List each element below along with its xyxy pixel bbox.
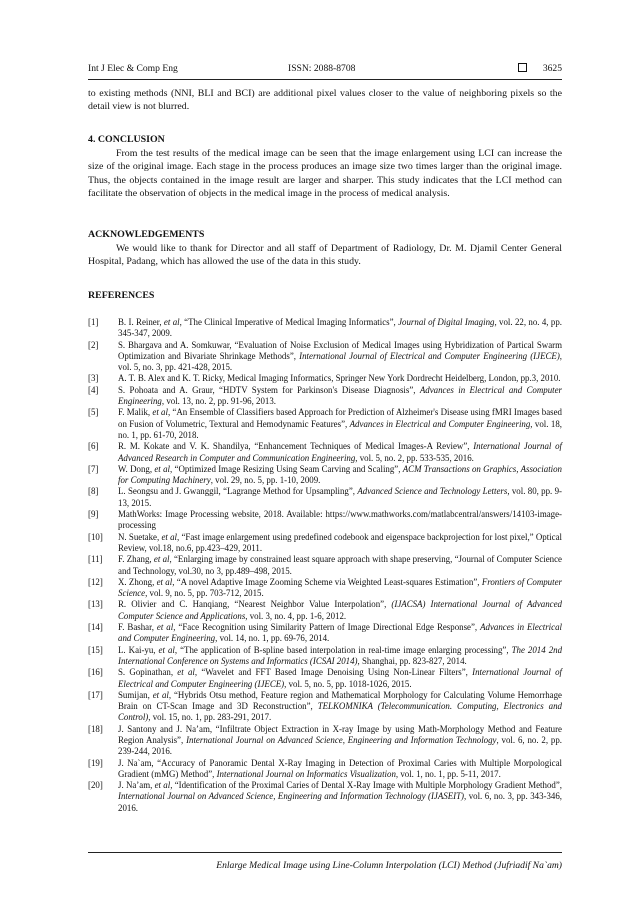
reference-text xyxy=(118,645,562,668)
reference-item xyxy=(88,441,562,464)
reference-item xyxy=(88,599,562,622)
reference-segment: , vol. 6, no. 3, pp. 343-346, 2016. xyxy=(118,791,562,813)
reference-number: [2] xyxy=(88,339,99,350)
reference-segment: , “Enlarging image by constrained least square approach with shape preserving, “Journal of Computer Science and Technology, vol.30, no 3, pp.489–498, 2015. xyxy=(118,554,562,576)
reference-number: [11] xyxy=(88,554,103,565)
reference-segment: , “Face Recognition using Similarity Pattern of Image Directional Edge Response”, xyxy=(173,622,481,633)
reference-number: [3] xyxy=(88,373,99,384)
intro-paragraph: to existing methods (NNI, BLI and BCI) are additional pixel values closer to the value of neighboring pixels so the detail view is not blurred. xyxy=(88,88,562,113)
reference-italic-segment: Advances in Electrical and Computer Engineering xyxy=(118,384,563,407)
reference-segment: , vol. 29, no. 5, pp. 1-10, 2009. xyxy=(210,475,321,486)
reference-italic-segment: et al xyxy=(161,531,178,542)
reference-number: [9] xyxy=(88,509,99,520)
footer-rule xyxy=(88,852,562,853)
reference-segment: , “A novel Adaptive Image Zooming Scheme via Weighted Least-squares Estimation”, xyxy=(172,576,482,587)
reference-item xyxy=(88,758,562,781)
reference-text xyxy=(118,486,562,509)
reference-item xyxy=(88,373,562,384)
reference-italic-segment: International Journal on Advanced Science, Engineering and Information Technology (IJASEIT) xyxy=(118,791,464,802)
reference-italic-segment: et al xyxy=(154,463,170,474)
reference-text xyxy=(118,340,562,374)
reference-item xyxy=(88,509,562,532)
reference-number: [18] xyxy=(88,723,103,734)
reference-italic-segment: et al xyxy=(152,407,168,418)
references-heading: REFERENCES xyxy=(88,290,155,301)
reference-text xyxy=(118,758,562,781)
reference-segment: , “Optimized Image Resizing Using Seam Carving and Scaling”, xyxy=(169,463,403,474)
reference-italic-segment: International Journal of Electrical and Computer Engineering (IJECE) xyxy=(118,667,562,689)
square-icon xyxy=(518,63,527,72)
reference-italic-segment: Advanced Science and Technology Letters xyxy=(357,486,508,497)
reference-number: [4] xyxy=(88,384,99,395)
reference-italic-segment: International Journal of Electrical and Computer Engineering (IJECE) xyxy=(299,350,560,361)
reference-text xyxy=(118,441,562,464)
reference-segment: , Shanghai, pp. 823-827, 2014. xyxy=(357,655,467,666)
reference-italic-segment: et al xyxy=(156,576,173,587)
reference-text xyxy=(118,532,562,555)
reference-item xyxy=(88,645,562,668)
reference-item xyxy=(88,464,562,487)
issn: ISSN: 2088-8708 xyxy=(288,63,356,74)
reference-segment: , vol. 22, no. 4, pp. 345-347, 2009. xyxy=(118,317,562,339)
reference-segment: J. Na`am, “Accuracy of Panoramic Dental X-Ray Imaging in Detection of Proximal Caries with Multiple Morpological Gradient (mMG) Method”, xyxy=(118,757,562,779)
reference-italic-segment: International Journal on Informatics Visualization xyxy=(216,768,396,779)
reference-item xyxy=(88,554,562,577)
reference-item xyxy=(88,690,562,724)
reference-number: [10] xyxy=(88,531,103,542)
reference-segment: X. Zhong, xyxy=(118,576,157,587)
reference-number: [15] xyxy=(88,644,103,655)
reference-item xyxy=(88,340,562,374)
reference-item xyxy=(88,622,562,645)
reference-item xyxy=(88,486,562,509)
reference-segment: , “Hybrids Otsu method, Feature region and Mathematical Morphology for Calculating Volume Hemorrhage Brain on CT-Scan Image and 3D Reconstruction”, xyxy=(118,689,562,712)
reference-text xyxy=(118,385,562,408)
running-footer: Enlarge Medical Image using Line-Column Interpolation (LCI) Method (Jufriadif Na`am) xyxy=(216,860,562,871)
reference-text xyxy=(118,554,562,577)
reference-text xyxy=(118,464,562,487)
reference-segment: F. Bashar, xyxy=(118,622,157,633)
reference-segment: , “Fast image enlargement using predefined codebook and eigenspace backprojection for lost pixel,” Optical Review, vol.18, no.6, pp.423–429, 2011. xyxy=(118,531,562,553)
reference-segment: R. Olivier and C. Hanqiang, “Nearest Neighbor Value Interpolation”, xyxy=(118,599,392,610)
reference-segment: N. Suetake, xyxy=(118,531,162,542)
reference-italic-segment: The 2014 2nd International Conference on Systems and Informatics (ICSAI 2014) xyxy=(118,644,563,666)
reference-segment: , vol. 1, no. 1, pp. 5-11, 2017. xyxy=(395,768,501,779)
reference-italic-segment: Advances in Electrical and Computer Engineering xyxy=(118,622,562,644)
reference-segment: B. I. Reiner, xyxy=(118,317,164,327)
reference-italic-segment: Frontiers of Computer Science xyxy=(118,576,562,599)
reference-number: [1] xyxy=(88,317,99,327)
reference-item xyxy=(88,532,562,555)
reference-number: [6] xyxy=(88,441,99,452)
reference-item xyxy=(88,407,562,441)
reference-text xyxy=(118,780,562,814)
reference-number: [19] xyxy=(88,757,103,768)
acknowledgements-heading: ACKNOWLEDGEMENTS xyxy=(88,229,205,240)
reference-segment: , vol. 3, no. 4, pp. 1-6, 2012. xyxy=(245,610,347,621)
reference-italic-segment: et al xyxy=(152,689,169,700)
reference-number: [13] xyxy=(88,599,103,610)
reference-text xyxy=(118,724,562,758)
journal-name: Int J Elec & Comp Eng xyxy=(88,63,178,74)
reference-italic-segment: International Journal on Advanced Science, Engineering and Information Technology xyxy=(186,734,497,745)
reference-segment: , vol. 6, no. 2, pp. 239-244, 2016. xyxy=(118,734,562,757)
reference-segment: , vol. 5, no. 2, pp. 533-535, 2016. xyxy=(355,452,474,463)
reference-segment: , vol. 15, no. 1, pp. 283-291, 2017. xyxy=(148,712,272,723)
reference-segment: J. Santony and J. Na’am, “Infiltrate Object Extraction in X-ray Image by using Math-Morphology Method and Feature Region Analysis”, xyxy=(118,723,562,745)
conclusion-text: From the test results of the medical image can be seen that the image enlargement using LCI can increase the size of the original image. Each stage in the process produces an image size two times larger than the original image. Thus, the objects contained in the image result are larger and sharper. This study indicates that the LCI method can facilitate the observation of objects in the medical image in the process of medical analysis. xyxy=(88,148,562,199)
acknowledgements-text: We would like to thank for Director and all staff of Department of Radiology, Dr. M. Djamil Center General Hospital, Padang, which has allowed the use of the data in this study. xyxy=(88,243,562,268)
reference-italic-segment: et al xyxy=(163,317,180,327)
reference-text xyxy=(118,622,562,645)
reference-segment: F. Malik, xyxy=(118,407,153,418)
reference-item xyxy=(88,667,562,690)
reference-segment: , vol. 80, pp. 9-13, 2015. xyxy=(118,486,562,508)
reference-segment: , vol. 9, no. 5, pp. 703-712, 2015. xyxy=(145,588,264,599)
page-number: 3625 xyxy=(542,63,562,74)
reference-italic-segment: ACM Transactions on Graphics, Association for Computing Machinery xyxy=(118,463,562,486)
reference-text xyxy=(118,373,562,384)
reference-text xyxy=(118,509,562,532)
reference-item xyxy=(88,385,562,408)
reference-item xyxy=(88,780,562,814)
reference-italic-segment: International Journal of Advanced Research in Computer and Communication Engineering xyxy=(118,441,562,463)
reference-italic-segment: et al xyxy=(177,667,195,678)
page-number-group xyxy=(518,63,562,74)
reference-segment: , vol. 14, no. 1, pp. 69-76, 2014. xyxy=(215,633,330,644)
reference-text xyxy=(118,407,562,441)
reference-segment: , “Identification of the Proximal Caries of Dental X-Ray Image with Multiple Morphology Gradient Method”, xyxy=(170,780,562,791)
reference-number: [7] xyxy=(88,463,99,474)
reference-item xyxy=(88,317,562,340)
reference-number: [20] xyxy=(88,780,103,791)
reference-segment: R. M. Kokate and V. K. Shandilya, “Enhancement Techniques of Medical Images-A Review”, xyxy=(118,441,474,452)
reference-italic-segment: et al xyxy=(153,554,170,565)
conclusion-heading: 4. CONCLUSION xyxy=(88,134,165,145)
reference-segment: , vol. 13, no. 2, pp. 91-96, 2013. xyxy=(161,396,277,407)
reference-number: [16] xyxy=(88,667,103,678)
reference-segment: MathWorks: Image Processing website, 2018. Available: https://www.mathworks.com/matlabcentral/answers/14103-image-processing xyxy=(118,509,562,531)
header-rule xyxy=(88,79,562,80)
reference-italic-segment: Advances in Electrical and Computer Engineering xyxy=(349,418,531,429)
reference-segment: A. T. B. Alex and K. T. Ricky, Medical Imaging Informatics, Springer New York Dordrecht Heidelberg, London, pp.3, 2010. xyxy=(118,373,561,384)
reference-segment: L. Kai-yu, xyxy=(118,644,159,655)
reference-segment: , “Wavelet and FFT Based Image Denoising Using Non-Linear Filters”, xyxy=(194,667,473,678)
reference-segment: S. Pohoata and A. Graur, “HDTV System for Parkinson's Disease Diagnosis”, xyxy=(118,384,420,395)
reference-number: [12] xyxy=(88,576,103,587)
reference-segment: , vol. 5, no. 3, pp. 421-428, 2015. xyxy=(118,350,563,373)
reference-segment: , “The application of B-spline based interpolation in real-time image enlarging processing”, xyxy=(174,644,512,655)
reference-segment: F. Zhang, xyxy=(118,554,154,565)
reference-segment: , “The Clinical Imperative of Medical Imaging Informatics”, xyxy=(179,317,399,327)
reference-segment: , vol. 5, no. 5, pp. 1018-1026, 2015. xyxy=(284,678,412,689)
reference-segment: , “An Ensemble of Classifiers based Approach for Prediction of Alzheimer's Disease using fMRI Images based on Fusion of Volumetric, Textural and Hemodynamic Features”, xyxy=(118,407,562,429)
reference-text xyxy=(118,599,562,622)
reference-number: [17] xyxy=(88,689,103,700)
reference-number: [14] xyxy=(88,622,103,633)
reference-text xyxy=(118,577,562,600)
reference-italic-segment: TELKOMNIKA (Telecommunication. Computing, Electronics and Control) xyxy=(118,701,562,723)
reference-item xyxy=(88,577,562,600)
reference-segment: L. Seongsu and J. Gwanggil, “Lagrange Method for Upsampling”, xyxy=(118,486,358,497)
reference-item xyxy=(88,724,562,758)
reference-segment: J. Na’am, xyxy=(118,780,155,791)
reference-segment: S. Bhargava and A. Somkuwar, “Evaluation of Noise Exclusion of Medical Images using Hybridization of Partical Swarm Optimization and Bivariate Shrinkage Methods”, xyxy=(118,339,562,361)
reference-segment: S. Gopinathan, xyxy=(118,667,178,678)
reference-number: [8] xyxy=(88,486,99,497)
reference-italic-segment: Journal of Digital Imaging xyxy=(398,317,495,327)
running-header xyxy=(88,63,562,77)
reference-text xyxy=(118,317,562,340)
reference-text xyxy=(118,690,562,724)
reference-segment: , vol. 18, no. 1, pp. 61-70, 2018. xyxy=(118,418,562,440)
reference-italic-segment: (IJACSA) International Journal of Advanced Computer Science and Applications xyxy=(118,599,562,621)
reference-list xyxy=(88,317,562,814)
reference-italic-segment: et al xyxy=(158,644,175,655)
reference-segment: Sumijan, xyxy=(118,689,153,700)
reference-italic-segment: et al xyxy=(156,622,174,633)
reference-segment: W. Dong, xyxy=(118,463,155,474)
reference-number: [5] xyxy=(88,407,99,418)
reference-text xyxy=(118,667,562,690)
reference-italic-segment: et al xyxy=(154,780,171,791)
